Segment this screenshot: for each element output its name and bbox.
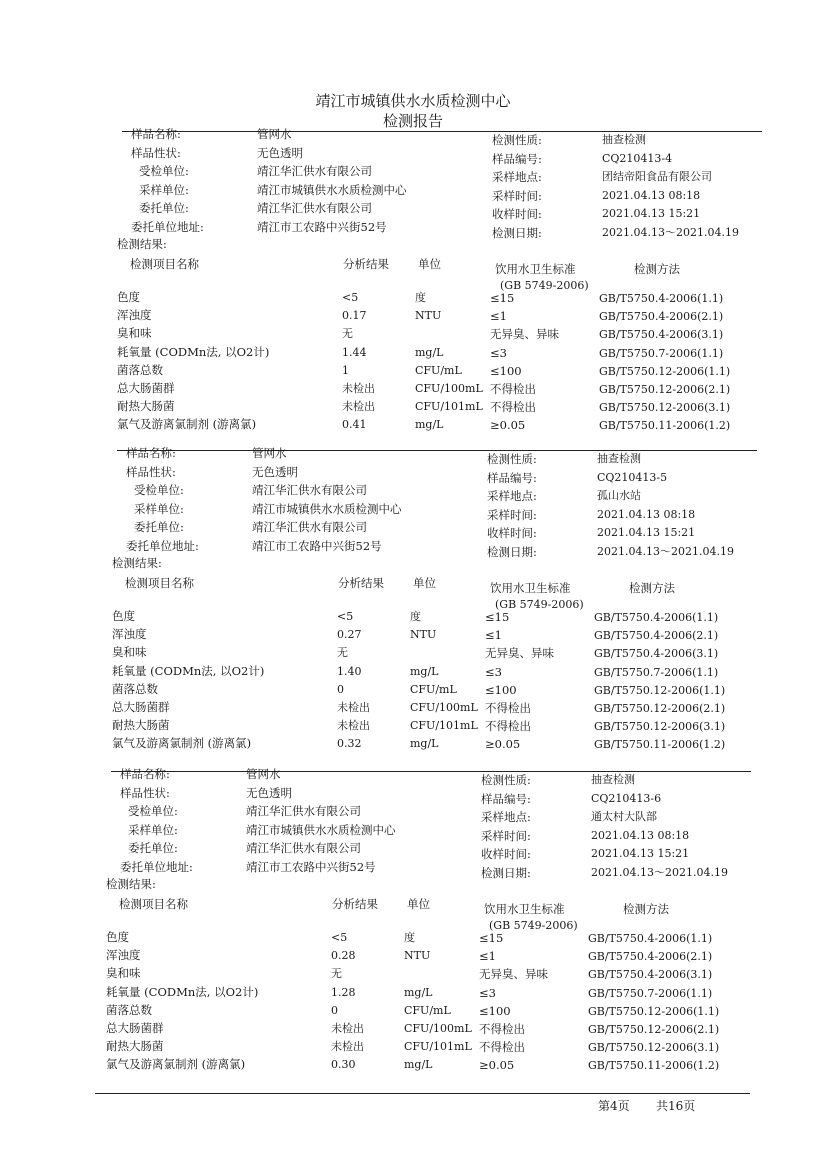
table-row-result: 未检出 [331, 1040, 364, 1054]
client-unit-value: 靖江华汇供水有限公司 [257, 201, 372, 215]
client-unit-value: 靖江华汇供水有限公司 [246, 841, 361, 855]
table-row-standard: 不得检出 [485, 719, 531, 734]
receive-time-value: 2021.04.13 15:21 [597, 526, 696, 539]
sample-property-value: 无色透明 [257, 145, 303, 160]
col-header-unit: 单位 [418, 257, 441, 271]
sample-name-value: 管网水 [257, 127, 292, 141]
test-nature-value: 抽查检测 [597, 452, 641, 465]
table-row-unit: mg/L [404, 1058, 433, 1072]
test-nature-value: 抽查检测 [591, 773, 635, 786]
table-row-unit: CFU/100mL [415, 382, 483, 395]
receive-time-label: 收样时间: [492, 207, 542, 221]
table-row-standard: ≥0.05 [485, 737, 521, 752]
table-row-method: GB/T5750.12-2006(1.1) [594, 683, 726, 697]
footer-rule [95, 1093, 750, 1094]
receive-time-label: 收样时间: [481, 847, 531, 861]
sampling-unit-label: 采样单位: [128, 822, 178, 837]
sampling-unit-value: 靖江市城镇供水水质检测中心 [252, 501, 402, 516]
test-nature-label: 检测性质: [487, 452, 537, 466]
results-heading: 检测结果: [106, 877, 156, 891]
table-row-method: GB/T5750.4-2006(2.1) [588, 950, 713, 964]
col-header-standard-code: (GB 5749-2006) [495, 598, 584, 611]
receive-time-label: 收样时间: [487, 526, 537, 540]
receive-time-value: 2021.04.13 15:21 [591, 847, 690, 860]
inspected-unit-label: 受检单位: [139, 164, 189, 178]
inspected-unit-value: 靖江华汇供水有限公司 [252, 483, 367, 497]
table-row-method: GB/T5750.4-2006(3.1) [594, 647, 719, 661]
table-row-item: 耐热大肠菌 [112, 718, 170, 733]
table-row-unit: mg/L [410, 664, 439, 678]
table-row-result: 1.40 [337, 664, 362, 678]
table-row-standard: 无异臭、异味 [479, 967, 548, 982]
table-row-standard: ≤100 [490, 363, 522, 378]
client-unit-label: 委托单位: [134, 520, 184, 534]
table-row-result: 无 [342, 327, 353, 341]
col-header-item: 检测项目名称 [125, 576, 194, 590]
sampling-site-label: 采样地点: [481, 810, 531, 824]
table-row-method: GB/T5750.7-2006(1.1) [594, 665, 719, 679]
table-row-standard: ≤3 [490, 345, 507, 360]
table-row-standard: ≤3 [479, 985, 496, 1000]
test-date-value: 2021.04.13～2021.04.19 [591, 865, 728, 879]
col-header-method: 检测方法 [623, 902, 669, 916]
col-header-standard-code: (GB 5749-2006) [500, 279, 589, 292]
sample-number-value: CQ210413-6 [591, 791, 662, 805]
table-row-method: GB/T5750.12-2006(1.1) [599, 364, 731, 378]
page-number: 第4页 [598, 1099, 630, 1113]
table-row-item: 总大肠菌群 [117, 381, 175, 395]
table-row-standard: 不得检出 [479, 1040, 525, 1055]
test-date-value: 2021.04.13～2021.04.19 [602, 225, 739, 239]
col-header-result: 分析结果 [332, 897, 378, 911]
sample-property-value: 无色透明 [246, 785, 292, 800]
test-nature-label: 检测性质: [481, 773, 531, 787]
client-address-value: 靖江市工农路中兴街52号 [252, 538, 382, 553]
client-address-value: 靖江市工农路中兴街52号 [257, 219, 387, 234]
table-row-unit: CFU/101mL [415, 400, 483, 414]
table-row-method: GB/T5750.4-2006(1.1) [588, 932, 713, 945]
table-row-result: 0.41 [342, 418, 367, 432]
sample-name-label: 样品名称: [131, 127, 181, 141]
page-total: 共16页 [656, 1099, 696, 1113]
inspected-unit-value: 靖江华汇供水有限公司 [246, 804, 361, 818]
table-row-unit: CFU/mL [410, 682, 457, 696]
table-row-item: 耐热大肠菌 [117, 399, 175, 414]
table-row-method: GB/T5750.4-2006(3.1) [588, 968, 713, 982]
table-row-result: 0.27 [337, 628, 362, 642]
table-row-standard: ≤100 [479, 1003, 511, 1018]
table-row-unit: NTU [404, 949, 431, 963]
receive-time-value: 2021.04.13 15:21 [602, 207, 701, 220]
sampling-site-value: 孤山水站 [597, 489, 641, 502]
table-row-result: 1.44 [342, 345, 367, 359]
table-row-method: GB/T5750.12-2006(2.1) [588, 1023, 720, 1036]
table-row-unit: CFU/101mL [410, 719, 478, 733]
table-row-standard: ≤15 [490, 291, 515, 305]
table-row-item: 氯气及游离氯制剂 (游离氯) [106, 1057, 246, 1072]
table-row-unit: mg/L [404, 985, 433, 999]
col-header-unit: 单位 [407, 897, 430, 911]
results-heading: 检测结果: [117, 237, 167, 251]
section-rule [122, 131, 762, 132]
report-title: 检测报告 [382, 112, 443, 130]
table-row-standard: ≤1 [479, 949, 496, 964]
sampling-time-label: 采样时间: [487, 507, 537, 522]
table-row-result: 1 [342, 363, 349, 377]
col-header-unit: 单位 [413, 576, 436, 590]
table-row-item: 菌落总数 [106, 1002, 152, 1017]
sample-property-value: 无色透明 [252, 464, 298, 479]
table-row-unit: 度 [410, 610, 421, 623]
table-row-standard: ≥0.05 [479, 1058, 515, 1073]
client-address-value: 靖江市工农路中兴街52号 [246, 859, 376, 874]
table-row-standard: 不得检出 [479, 1022, 525, 1036]
table-row-item: 氯气及游离氯制剂 (游离氯) [112, 736, 252, 751]
col-header-standard-code: (GB 5749-2006) [489, 919, 578, 932]
table-row-item: 氯气及游离氯制剂 (游离氯) [117, 417, 257, 432]
table-row-result: 无 [331, 967, 342, 981]
table-row-method: GB/T5750.12-2006(3.1) [599, 401, 731, 415]
col-header-item: 检测项目名称 [130, 257, 199, 271]
sampling-site-value: 团结帝阳食品有限公司 [602, 170, 712, 183]
table-row-method: GB/T5750.11-2006(1.2) [599, 419, 731, 433]
table-row-standard: 无异臭、异味 [485, 646, 554, 661]
table-row-standard: ≥0.05 [490, 418, 526, 433]
test-date-label: 检测日期: [492, 225, 542, 240]
table-row-standard: 不得检出 [490, 382, 536, 396]
sample-name-label: 样品名称: [126, 446, 176, 460]
table-row-unit: CFU/101mL [404, 1040, 472, 1054]
test-date-label: 检测日期: [481, 865, 531, 880]
table-row-unit: NTU [415, 309, 442, 323]
col-header-standard: 饮用水卫生标准 [484, 902, 565, 916]
table-row-item: 臭和味 [117, 326, 152, 341]
table-row-item: 浑浊度 [117, 308, 152, 323]
table-row-result: 未检出 [331, 1022, 364, 1035]
sampling-time-label: 采样时间: [492, 188, 542, 203]
col-header-standard: 饮用水卫生标准 [490, 581, 571, 595]
table-row-item: 浑浊度 [112, 627, 147, 642]
table-row-item: 色度 [112, 609, 135, 623]
col-header-result: 分析结果 [343, 257, 389, 271]
table-row-unit: 度 [415, 291, 426, 304]
client-address-label: 委托单位地址: [120, 859, 193, 874]
table-row-standard: 不得检出 [490, 400, 536, 415]
table-row-item: 总大肠菌群 [106, 1021, 164, 1035]
table-row-method: GB/T5750.4-2006(2.1) [599, 310, 724, 324]
sample-property-label: 样品性状: [126, 464, 176, 479]
sample-property-label: 样品性状: [131, 145, 181, 160]
sampling-time-value: 2021.04.13 08:18 [602, 188, 701, 202]
table-row-result: <5 [342, 291, 359, 304]
table-row-standard: ≤1 [485, 628, 502, 643]
results-heading: 检测结果: [112, 556, 162, 570]
table-row-unit: 度 [404, 931, 415, 944]
table-row-unit: CFU/100mL [404, 1022, 472, 1035]
table-row-standard: ≤15 [485, 610, 510, 624]
table-row-method: GB/T5750.12-2006(3.1) [594, 720, 726, 734]
table-row-result: 0 [337, 682, 344, 696]
sampling-time-value: 2021.04.13 08:18 [591, 828, 690, 842]
sampling-site-value: 通太村大队部 [591, 810, 657, 823]
inspected-unit-label: 受检单位: [128, 804, 178, 818]
table-row-result: 1.28 [331, 985, 356, 999]
col-header-method: 检测方法 [634, 262, 680, 276]
table-row-method: GB/T5750.4-2006(1.1) [599, 292, 724, 305]
table-row-item: 菌落总数 [117, 362, 163, 377]
table-row-method: GB/T5750.4-2006(2.1) [594, 629, 719, 643]
test-date-value: 2021.04.13～2021.04.19 [597, 544, 734, 558]
table-row-standard: ≤3 [485, 664, 502, 679]
table-row-method: GB/T5750.12-2006(2.1) [594, 702, 726, 715]
table-row-method: GB/T5750.12-2006(2.1) [599, 383, 731, 396]
table-row-item: 菌落总数 [112, 681, 158, 696]
client-address-label: 委托单位地址: [131, 219, 204, 234]
sample-name-value: 管网水 [252, 446, 287, 460]
table-row-method: GB/T5750.12-2006(3.1) [588, 1041, 720, 1055]
report-org-title: 靖江市城镇供水水质检测中心 [315, 92, 511, 110]
table-row-standard: 无异臭、异味 [490, 327, 559, 342]
table-row-item: 耐热大肠菌 [106, 1039, 164, 1054]
sample-number-label: 样品编号: [487, 470, 537, 485]
sample-name-label: 样品名称: [120, 767, 170, 781]
table-row-standard: ≤1 [490, 309, 507, 324]
client-unit-label: 委托单位: [139, 201, 189, 215]
table-row-result: 未检出 [342, 382, 375, 395]
table-row-item: 臭和味 [112, 645, 147, 660]
inspected-unit-value: 靖江华汇供水有限公司 [257, 164, 372, 178]
table-row-result: 0.17 [342, 309, 367, 323]
sample-number-label: 样品编号: [481, 791, 531, 806]
section-rule [117, 450, 757, 451]
sampling-unit-label: 采样单位: [134, 501, 184, 516]
table-row-result: 未检出 [337, 701, 370, 714]
table-row-item: 臭和味 [106, 966, 141, 981]
red-seal-fragment [816, 520, 826, 640]
table-row-unit: mg/L [415, 345, 444, 359]
table-row-result: 无 [337, 646, 348, 660]
sampling-time-value: 2021.04.13 08:18 [597, 507, 696, 521]
table-row-item: 浑浊度 [106, 948, 141, 963]
table-row-method: GB/T5750.11-2006(1.2) [594, 738, 726, 752]
test-nature-value: 抽查检测 [602, 133, 646, 146]
sample-number-value: CQ210413-4 [602, 151, 673, 165]
client-unit-label: 委托单位: [128, 841, 178, 855]
table-row-result: 0.32 [337, 737, 362, 751]
table-row-result: 未检出 [342, 400, 375, 414]
table-row-standard: ≤100 [485, 682, 517, 697]
table-row-item: 耗氧量 (CODMn法, 以O2计) [112, 663, 265, 678]
inspected-unit-label: 受检单位: [134, 483, 184, 497]
client-unit-value: 靖江华汇供水有限公司 [252, 520, 367, 534]
sampling-time-label: 采样时间: [481, 828, 531, 843]
table-row-unit: mg/L [410, 737, 439, 751]
sample-number-value: CQ210413-5 [597, 470, 668, 484]
test-date-label: 检测日期: [487, 544, 537, 559]
table-row-result: 未检出 [337, 719, 370, 733]
table-row-standard: ≤15 [479, 931, 504, 945]
col-header-item: 检测项目名称 [119, 897, 188, 911]
section-rule [111, 771, 751, 772]
table-row-method: GB/T5750.12-2006(1.1) [588, 1004, 720, 1018]
table-row-unit: CFU/mL [404, 1003, 451, 1017]
table-row-item: 耗氧量 (CODMn法, 以O2计) [106, 984, 259, 999]
table-row-item: 色度 [106, 930, 129, 944]
table-row-unit: NTU [410, 628, 437, 642]
table-row-result: 0.28 [331, 949, 356, 963]
table-row-standard: 不得检出 [485, 701, 531, 715]
table-row-unit: CFU/100mL [410, 701, 478, 714]
table-row-method: GB/T5750.4-2006(3.1) [599, 328, 724, 342]
col-header-result: 分析结果 [338, 576, 384, 590]
test-nature-label: 检测性质: [492, 133, 542, 147]
sample-name-value: 管网水 [246, 767, 281, 781]
table-row-item: 总大肠菌群 [112, 700, 170, 714]
sampling-site-label: 采样地点: [492, 170, 542, 184]
sample-property-label: 样品性状: [120, 785, 170, 800]
table-row-item: 色度 [117, 290, 140, 304]
table-row-method: GB/T5750.11-2006(1.2) [588, 1059, 720, 1073]
sample-number-label: 样品编号: [492, 151, 542, 166]
table-row-item: 耗氧量 (CODMn法, 以O2计) [117, 344, 270, 359]
sampling-unit-value: 靖江市城镇供水水质检测中心 [246, 822, 396, 837]
sampling-unit-value: 靖江市城镇供水水质检测中心 [257, 182, 407, 197]
sampling-site-label: 采样地点: [487, 489, 537, 503]
table-row-unit: mg/L [415, 418, 444, 432]
client-address-label: 委托单位地址: [126, 538, 199, 553]
table-row-result: 0 [331, 1003, 338, 1017]
table-row-method: GB/T5750.7-2006(1.1) [599, 346, 724, 360]
table-row-result: <5 [337, 610, 354, 623]
table-row-result: <5 [331, 931, 348, 944]
col-header-method: 检测方法 [629, 581, 675, 595]
col-header-standard: 饮用水卫生标准 [495, 262, 576, 276]
table-row-method: GB/T5750.7-2006(1.1) [588, 986, 713, 1000]
table-row-result: 0.30 [331, 1058, 356, 1072]
table-row-method: GB/T5750.4-2006(1.1) [594, 611, 719, 624]
table-row-unit: CFU/mL [415, 363, 462, 377]
sampling-unit-label: 采样单位: [139, 182, 189, 197]
